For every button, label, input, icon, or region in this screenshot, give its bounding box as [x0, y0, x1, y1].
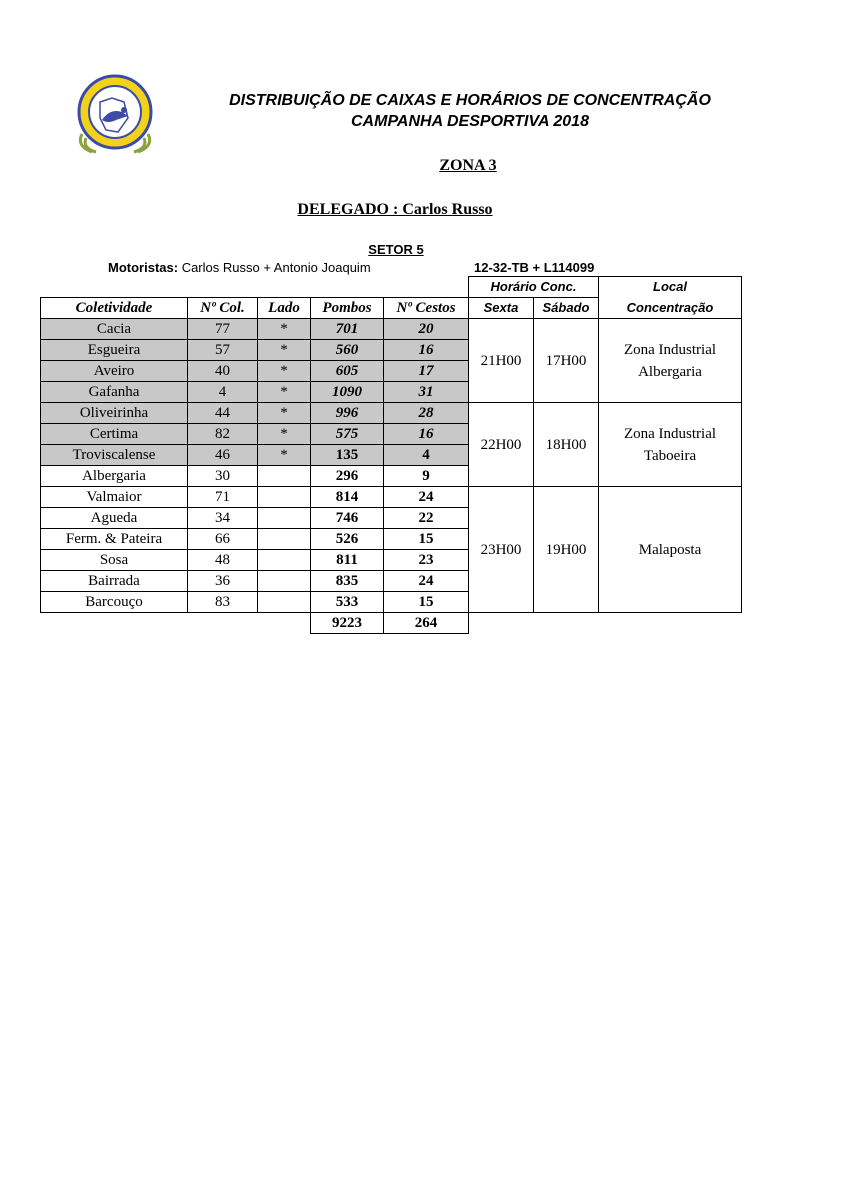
motoristas-line [108, 260, 371, 275]
cell-pombos: 575 [311, 424, 384, 445]
col-header-pombos: Pombos [311, 298, 384, 319]
table-row [41, 319, 742, 340]
cell-pombos: 746 [311, 508, 384, 529]
cell-cestos: 28 [384, 403, 469, 424]
col-header-ncol: Nº Col. [188, 298, 258, 319]
cell-lado [258, 529, 311, 550]
cell-pombos: 560 [311, 340, 384, 361]
cell-pombos: 526 [311, 529, 384, 550]
cell-name: Ferm. & Pateira [41, 529, 188, 550]
cell-name: Sosa [41, 550, 188, 571]
cell-pombos: 605 [311, 361, 384, 382]
cell-sabado: 19H00 [534, 487, 599, 613]
cell-cestos: 4 [384, 445, 469, 466]
cell-ncol: 77 [188, 319, 258, 340]
cell-name: Cacia [41, 319, 188, 340]
local-line1: Zona Industrial [623, 341, 717, 358]
local-line1: Zona Industrial [623, 425, 717, 442]
cell-local [599, 403, 742, 487]
cell-lado: * [258, 445, 311, 466]
distribution-table [40, 276, 742, 634]
cell-cestos: 24 [384, 487, 469, 508]
cell-lado [258, 466, 311, 487]
col-header-sabado: Sábado [534, 298, 599, 319]
horario-header: Horário Conc. [469, 277, 599, 298]
totals-row [41, 613, 742, 634]
cell-local [599, 487, 742, 613]
document-title: DISTRIBUIÇÃO DE CAIXAS E HORÁRIOS DE CONCENTRAÇÃO [229, 92, 711, 109]
cell-lado [258, 550, 311, 571]
cell-lado [258, 592, 311, 613]
local-line2: Taboeira [643, 447, 697, 464]
cell-name: Gafanha [41, 382, 188, 403]
delegado-heading: DELEGADO : Carlos Russo [297, 201, 493, 218]
cell-cestos: 17 [384, 361, 469, 382]
cell-ncol: 40 [188, 361, 258, 382]
cell-ncol: 46 [188, 445, 258, 466]
vehicle-plate: 12-32-TB + L114099 [474, 260, 595, 275]
col-header-coletividade: Coletividade [41, 298, 188, 319]
cell-ncol: 36 [188, 571, 258, 592]
cell-cestos: 15 [384, 592, 469, 613]
local-line2: Albergaria [638, 363, 702, 380]
cell-cestos: 22 [384, 508, 469, 529]
cell-cestos: 15 [384, 529, 469, 550]
cell-name: Albergaria [41, 466, 188, 487]
cell-cestos: 31 [384, 382, 469, 403]
table-row [41, 403, 742, 424]
local-line1: Malaposta [638, 541, 702, 558]
association-logo [72, 72, 158, 158]
col-header-sexta: Sexta [469, 298, 534, 319]
motoristas-value: Carlos Russo + Antonio Joaquim [181, 260, 371, 275]
cell-pombos: 533 [311, 592, 384, 613]
cell-ncol: 34 [188, 508, 258, 529]
total-cestos: 264 [384, 613, 469, 634]
cell-name: Aveiro [41, 361, 188, 382]
cell-name: Esgueira [41, 340, 188, 361]
cell-sabado: 18H00 [534, 403, 599, 487]
cell-cestos: 24 [384, 571, 469, 592]
cell-ncol: 4 [188, 382, 258, 403]
cell-name: Troviscalense [41, 445, 188, 466]
cell-ncol: 30 [188, 466, 258, 487]
cell-ncol: 82 [188, 424, 258, 445]
cell-pombos: 811 [311, 550, 384, 571]
cell-name: Valmaior [41, 487, 188, 508]
col-header-concentracao: Concentração [599, 298, 742, 319]
cell-sabado: 17H00 [534, 319, 599, 403]
document-subtitle: CAMPANHA DESPORTIVA 2018 [351, 113, 589, 130]
cell-ncol: 48 [188, 550, 258, 571]
cell-name: Bairrada [41, 571, 188, 592]
zona-heading: ZONA 3 [439, 157, 497, 174]
cell-lado: * [258, 340, 311, 361]
cell-cestos: 9 [384, 466, 469, 487]
cell-ncol: 83 [188, 592, 258, 613]
cell-cestos: 16 [384, 424, 469, 445]
cell-sexta: 21H00 [469, 319, 534, 403]
cell-ncol: 66 [188, 529, 258, 550]
header-row-top [41, 277, 742, 298]
cell-lado: * [258, 319, 311, 340]
cell-pombos: 814 [311, 487, 384, 508]
cell-sexta: 23H00 [469, 487, 534, 613]
cell-lado [258, 508, 311, 529]
cell-lado [258, 487, 311, 508]
motoristas-label: Motoristas: [108, 260, 179, 275]
cell-lado: * [258, 361, 311, 382]
cell-cestos: 16 [384, 340, 469, 361]
cell-pombos: 835 [311, 571, 384, 592]
col-header-cestos: Nº Cestos [384, 298, 469, 319]
header-row [41, 298, 742, 319]
cell-ncol: 57 [188, 340, 258, 361]
cell-ncol: 44 [188, 403, 258, 424]
cell-pombos: 996 [311, 403, 384, 424]
table-row [41, 487, 742, 508]
cell-lado: * [258, 424, 311, 445]
cell-sexta: 22H00 [469, 403, 534, 487]
cell-ncol: 71 [188, 487, 258, 508]
col-header-lado: Lado [258, 298, 311, 319]
local-header: Local [599, 277, 742, 298]
cell-cestos: 23 [384, 550, 469, 571]
cell-name: Agueda [41, 508, 188, 529]
setor-heading: SETOR 5 [368, 242, 424, 257]
cell-local [599, 319, 742, 403]
cell-pombos: 1090 [311, 382, 384, 403]
cell-pombos: 135 [311, 445, 384, 466]
cell-lado: * [258, 382, 311, 403]
cell-lado: * [258, 403, 311, 424]
cell-lado [258, 571, 311, 592]
cell-name: Barcouço [41, 592, 188, 613]
cell-name: Oliveirinha [41, 403, 188, 424]
cell-pombos: 296 [311, 466, 384, 487]
total-pombos: 9223 [311, 613, 384, 634]
cell-cestos: 20 [384, 319, 469, 340]
cell-pombos: 701 [311, 319, 384, 340]
cell-name: Certima [41, 424, 188, 445]
